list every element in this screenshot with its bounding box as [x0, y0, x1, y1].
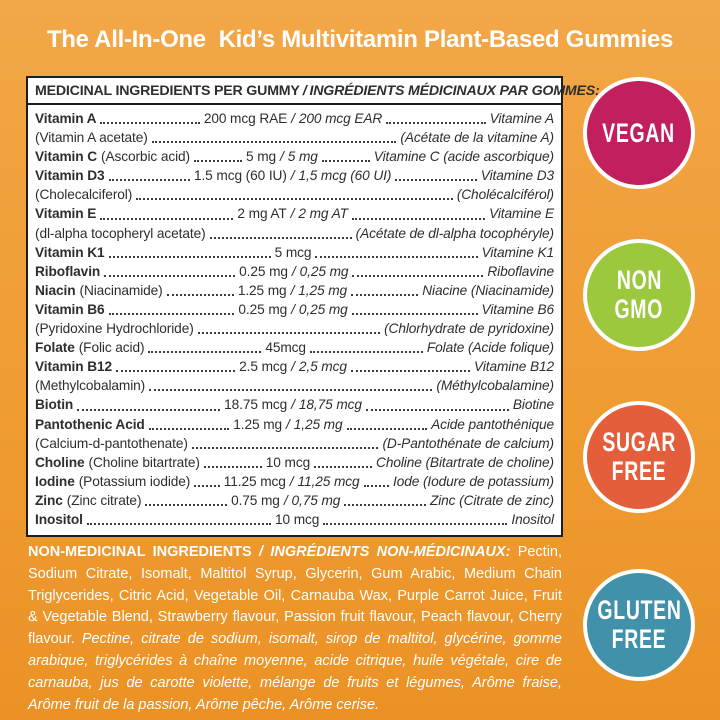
badge-label: FREE	[611, 624, 667, 654]
ingredient-value-en: 11.25 mcg	[223, 473, 286, 489]
table-row	[35, 204, 554, 223]
ingredient-name-en: Vitamin B6	[35, 301, 105, 317]
dot-leader	[386, 122, 485, 124]
medicinal-ingredients-panel	[26, 76, 600, 537]
ingredient-name-fr: Vitamine C (acide ascorbique)	[373, 149, 554, 165]
ingredient-name-fr: (Acétate de la vitamine A)	[400, 130, 554, 146]
ingredient-name-en: Vitamin E	[35, 206, 97, 222]
ingredient-value-en: 0.25 mg	[239, 263, 288, 279]
product-title: The All-In-One Kid’s Multivitamin Plant-Based Gummies	[46, 26, 674, 53]
ingredient-value-fr: 2,5 mcg	[298, 359, 347, 375]
medicinal-header-fr: INGRÉDIENTS MÉDICINAUX PAR GOMMES:	[309, 83, 600, 99]
ingredient-name-en: Vitamin A	[35, 111, 97, 126]
ingredient-name-fr: Vitamine B6	[481, 301, 554, 317]
value-separator: /	[291, 397, 295, 413]
dot-leader	[352, 313, 478, 315]
table-row	[35, 415, 554, 434]
dot-leader	[136, 198, 453, 200]
table-row	[35, 147, 554, 166]
ingredient-name-fr: Niacine (Niacinamide)	[422, 282, 555, 298]
dot-leader	[344, 504, 426, 506]
ingredient-value-fr: 5 mg	[287, 149, 318, 165]
ingredient-name-fr: Vitamine B12	[474, 359, 554, 375]
ingredient-name-fr: (Acétate de dl-alpha tocophéryle)	[355, 225, 554, 241]
ingredient-subname-en: (Ascorbic acid)	[100, 149, 190, 165]
dot-leader	[352, 275, 483, 277]
dot-leader	[314, 466, 372, 468]
medicinal-header	[28, 78, 600, 105]
table-row	[35, 491, 554, 510]
table-row	[35, 510, 554, 529]
table-row	[35, 338, 554, 357]
dot-leader	[364, 485, 390, 487]
non-medicinal-ingredients	[28, 542, 562, 716]
ingredient-value-en: 0.75 mg	[231, 492, 280, 508]
ingredient-value-fr: 2 mg AT	[298, 206, 348, 222]
value-separator: /	[283, 492, 288, 508]
dot-leader	[347, 428, 428, 430]
value-separator: /	[290, 282, 295, 298]
ingredient-value-fr: 1,25 mg	[298, 282, 348, 298]
ingredient-subname-en: (Niacinamide)	[79, 282, 163, 298]
table-row	[35, 224, 554, 243]
ingredient-value-en: 10 mcg	[265, 454, 311, 470]
table-row	[35, 453, 554, 472]
ingredient-subname-en: (Zinc citrate)	[66, 492, 142, 508]
value-separator: /	[291, 263, 296, 279]
ingredient-value-en: 1.25 mg	[233, 416, 283, 432]
table-row	[35, 357, 554, 376]
ingredient-name-fr: Vitamine K1	[481, 244, 555, 260]
ingredient-value-fr: 18,75 mcg	[298, 397, 362, 413]
ingredient-name-en: Folate	[35, 340, 75, 356]
ingredient-value-fr: 0,25 mg	[299, 263, 349, 279]
non-medicinal-header-fr: INGRÉDIENTS NON-MÉDICINAUX:	[270, 544, 511, 560]
ingredient-name-en: Vitamin K1	[35, 244, 105, 260]
ingredient-name-fr: Inositol	[511, 511, 554, 527]
ingredient-name-en: Biotin	[35, 397, 74, 413]
dot-leader	[148, 351, 261, 353]
dot-leader	[322, 160, 370, 162]
ingredient-name-en: Zinc	[35, 492, 63, 508]
ingredient-value-fr: 1,25 mg	[293, 416, 343, 432]
ingredient-value-fr: 11,25 mcg	[297, 473, 360, 489]
value-separator: /	[280, 149, 284, 165]
badge-vegan	[583, 77, 695, 189]
ingredient-subname-en: (Methylcobalamin)	[35, 378, 146, 394]
ingredient-value-en: 200 mcg RAE	[203, 111, 288, 126]
medicinal-header-en: MEDICINAL INGREDIENTS PER GUMMY	[35, 83, 300, 99]
value-separator: /	[291, 301, 295, 317]
dot-leader	[109, 179, 190, 181]
dot-leader	[100, 122, 199, 124]
ingredient-name-fr: Riboflavine	[487, 263, 554, 279]
table-row	[35, 300, 554, 319]
value-separator: /	[291, 359, 295, 375]
ingredient-name-en: Vitamin B12	[35, 359, 113, 375]
ingredient-name-fr: (D-Pantothénate de calcium)	[382, 435, 554, 451]
dot-leader	[351, 294, 418, 296]
dot-leader	[194, 160, 242, 162]
dot-leader	[310, 351, 423, 353]
ingredient-name-fr: Biotine	[512, 397, 554, 413]
ingredient-value-en: 5 mcg	[274, 244, 312, 260]
badge-non-gmo	[583, 239, 695, 351]
header-separator: /	[259, 544, 264, 560]
ingredient-name-en: Pantothenic Acid	[35, 416, 145, 432]
dot-leader	[204, 466, 262, 468]
ingredient-value-en: 5 mg	[246, 149, 277, 165]
value-separator: /	[291, 111, 295, 126]
badge-label: VEGAN	[602, 117, 676, 148]
dot-leader	[104, 275, 235, 277]
table-row	[35, 376, 554, 395]
ingredients-table	[28, 105, 561, 535]
dot-leader	[366, 409, 509, 411]
ingredient-name-fr: (Méthylcobalamine)	[436, 378, 554, 394]
non-medicinal-text-fr: Pectine, citrate de sodium, isomalt, sirop de maltitol, glycérine, gomme arabique, triglycérides à chaîne moyenne, acide citrique, huile végétale, cire de carnauba, jus de carotte violette, mélange de fruits et légumes, Arôme fraise, Arôme fruit de la passion, Arôme pêche, Arôme cerise.	[28, 631, 562, 713]
ingredient-subname-en: (Vitamin A acetate)	[35, 130, 148, 146]
ingredient-value-fr: 0,75 mg	[291, 492, 341, 508]
ingredient-name-en: Choline	[35, 454, 85, 470]
dot-leader	[109, 313, 235, 315]
ingredient-value-en: 1.25 mg	[237, 282, 287, 298]
ingredient-value-en: 45mcg	[265, 340, 306, 356]
ingredient-value-en: 1.5 mcg (60 IU)	[193, 168, 287, 184]
dot-leader	[323, 523, 507, 525]
ingredient-subname-en: (dl-alpha tocopheryl acetate)	[35, 225, 206, 241]
ingredient-value-en: 10 mcg	[275, 511, 320, 527]
ingredient-name-en: Iodine	[35, 473, 75, 489]
badge-gluten-free	[583, 569, 695, 681]
ingredient-name-fr: Zinc (Citrate de zinc)	[429, 492, 555, 508]
ingredient-name-en: Vitamin D3	[35, 168, 105, 184]
table-row	[35, 395, 554, 414]
ingredient-value-en: 18.75 mcg	[224, 397, 288, 413]
value-separator: /	[289, 473, 294, 489]
ingredient-name-fr: Iode (Iodure de potassium)	[393, 473, 555, 489]
table-row	[35, 243, 554, 262]
ingredient-name-fr: Acide pantothénique	[431, 416, 554, 432]
dot-leader	[194, 485, 220, 487]
table-row	[35, 166, 554, 185]
ingredient-subname-en: (Choline bitartrate)	[88, 454, 200, 470]
dot-leader	[198, 332, 380, 334]
table-row	[35, 281, 554, 300]
dot-leader	[109, 256, 271, 258]
dot-leader	[87, 523, 271, 525]
ingredient-value-fr: 0,25 mg	[298, 301, 348, 317]
table-row	[35, 434, 554, 453]
ingredient-value-en: 2.5 mcg	[239, 359, 288, 375]
dot-leader	[100, 218, 233, 220]
table-row	[35, 262, 554, 281]
dot-leader	[149, 428, 230, 430]
badge-sugar-free	[583, 401, 695, 513]
ingredient-subname-en: (Calcium-d-pantothenate)	[35, 435, 188, 451]
table-row	[35, 109, 554, 128]
ingredient-name-fr: Folate (Acide folique)	[426, 340, 554, 356]
dot-leader	[351, 370, 470, 372]
non-medicinal-text-en: Pectin, Sodium Citrate, Isomalt, Maltitol Syrup, Glycerin, Gum Arabic, Medium Chain Triglycerides, Citric Acid, Vegetable Oil, Carnauba Wax, Purple Carrot Juice, Fruit & Vegetable Blend, Strawberry flavour, Passion fruit flavour, Peach flavour, Cherry flavour.	[28, 544, 563, 648]
dot-leader	[167, 294, 234, 296]
non-medicinal-header-en: NON-MEDICINAL INGREDIENTS	[28, 544, 252, 560]
dot-leader	[149, 389, 432, 391]
dot-leader	[145, 504, 227, 506]
ingredient-name-fr: Vitamine E	[489, 206, 555, 222]
table-row	[35, 472, 554, 491]
ingredient-subname-en: (Folic acid)	[78, 340, 145, 356]
value-separator: /	[286, 416, 290, 432]
dot-leader	[77, 409, 220, 411]
badge-label: NON	[616, 265, 662, 295]
badge-label: SUGAR	[602, 427, 676, 457]
ingredient-name-fr: (Chlorhydrate de pyridoxine)	[384, 321, 554, 337]
badge-label: FREE	[611, 456, 667, 486]
dot-leader	[315, 256, 477, 258]
ingredient-name-fr: Vitamine A	[489, 111, 555, 126]
ingredient-name-en: Vitamin C	[35, 149, 97, 165]
ingredient-name-en: Inositol	[35, 511, 83, 527]
dot-leader	[395, 179, 476, 181]
dot-leader	[116, 370, 235, 372]
badge-label: GMO	[614, 294, 664, 324]
value-separator: /	[290, 206, 295, 222]
header-separator: /	[302, 83, 307, 99]
ingredient-subname-en: (Pyridoxine Hydrochloride)	[35, 321, 194, 337]
table-row	[35, 128, 554, 147]
dot-leader	[210, 237, 352, 239]
ingredient-name-en: Riboflavin	[35, 263, 101, 279]
table-row	[35, 319, 554, 338]
dot-leader	[192, 447, 379, 449]
ingredient-value-fr: 1,5 mcg (60 UI)	[298, 168, 392, 184]
ingredient-subname-en: (Potassium iodide)	[78, 473, 191, 489]
ingredient-subname-en: (Cholecalciferol)	[35, 187, 133, 203]
ingredient-value-en: 0.25 mg	[238, 301, 288, 317]
dot-leader	[152, 141, 397, 143]
badge-label: GLUTEN	[596, 595, 682, 625]
ingredient-name-en: Niacin	[35, 282, 76, 298]
ingredient-value-fr: 200 mcg EAR	[298, 111, 383, 126]
ingredient-name-fr: (Cholécalciférol)	[456, 187, 554, 203]
ingredient-name-fr: Vitamine D3	[480, 168, 555, 184]
ingredient-value-en: 2 mg AT	[237, 206, 287, 222]
ingredient-name-fr: Choline (Bitartrate de choline)	[376, 454, 555, 470]
dot-leader	[352, 218, 485, 220]
value-separator: /	[290, 168, 295, 184]
table-row	[35, 185, 554, 204]
